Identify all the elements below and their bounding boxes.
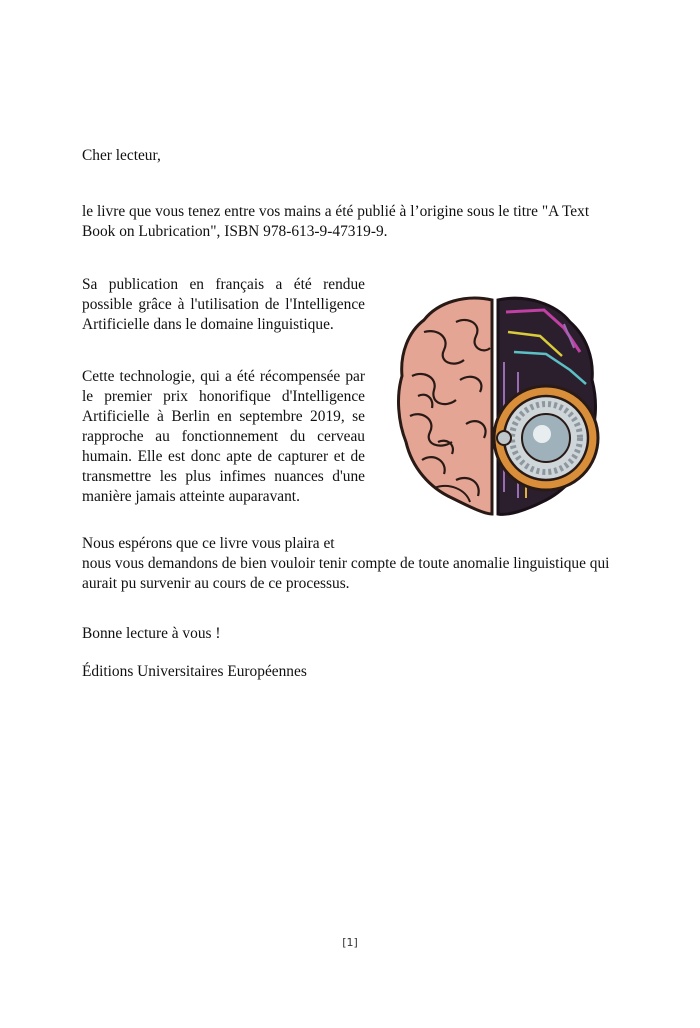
greeting: Cher lecteur, bbox=[82, 147, 161, 164]
intro-paragraph: le livre que vous tenez entre vos mains a été publié à l’origine sous le titre "A Text Book on Lubrication", ISBN 978-613-9-47319-9. bbox=[82, 203, 590, 240]
brain-half-machine-icon bbox=[394, 292, 600, 518]
publisher-signature: Éditions Universitaires Européennes bbox=[82, 663, 307, 680]
closing-line: Bonne lecture à vous ! bbox=[82, 625, 221, 642]
hope-paragraph-line1: Nous espérons que ce livre vous plaira et bbox=[82, 535, 335, 552]
publication-paragraph: Sa publication en français a été rendue possible grâce à l'utilisation de l'Intelligence Artificielle dans le domaine linguistique. bbox=[82, 276, 365, 333]
hope-paragraph-rest: nous vous demandons de bien vouloir tenir compte de toute anomalie linguistique qui aurait pu survenir au cours de ce processus. bbox=[82, 555, 610, 592]
page-number: [1] bbox=[342, 936, 358, 949]
technology-paragraph: Cette technologie, qui a été récompensée par le premier prix honorifique d'Intelligence Artificielle à Berlin en septembre 2019, se rapproche au fonctionnement du cerveau humain. Elle est donc apte de capturer et de transmettre les plus infimes nuances d'une manière jamais atteinte auparavant. bbox=[82, 368, 365, 505]
